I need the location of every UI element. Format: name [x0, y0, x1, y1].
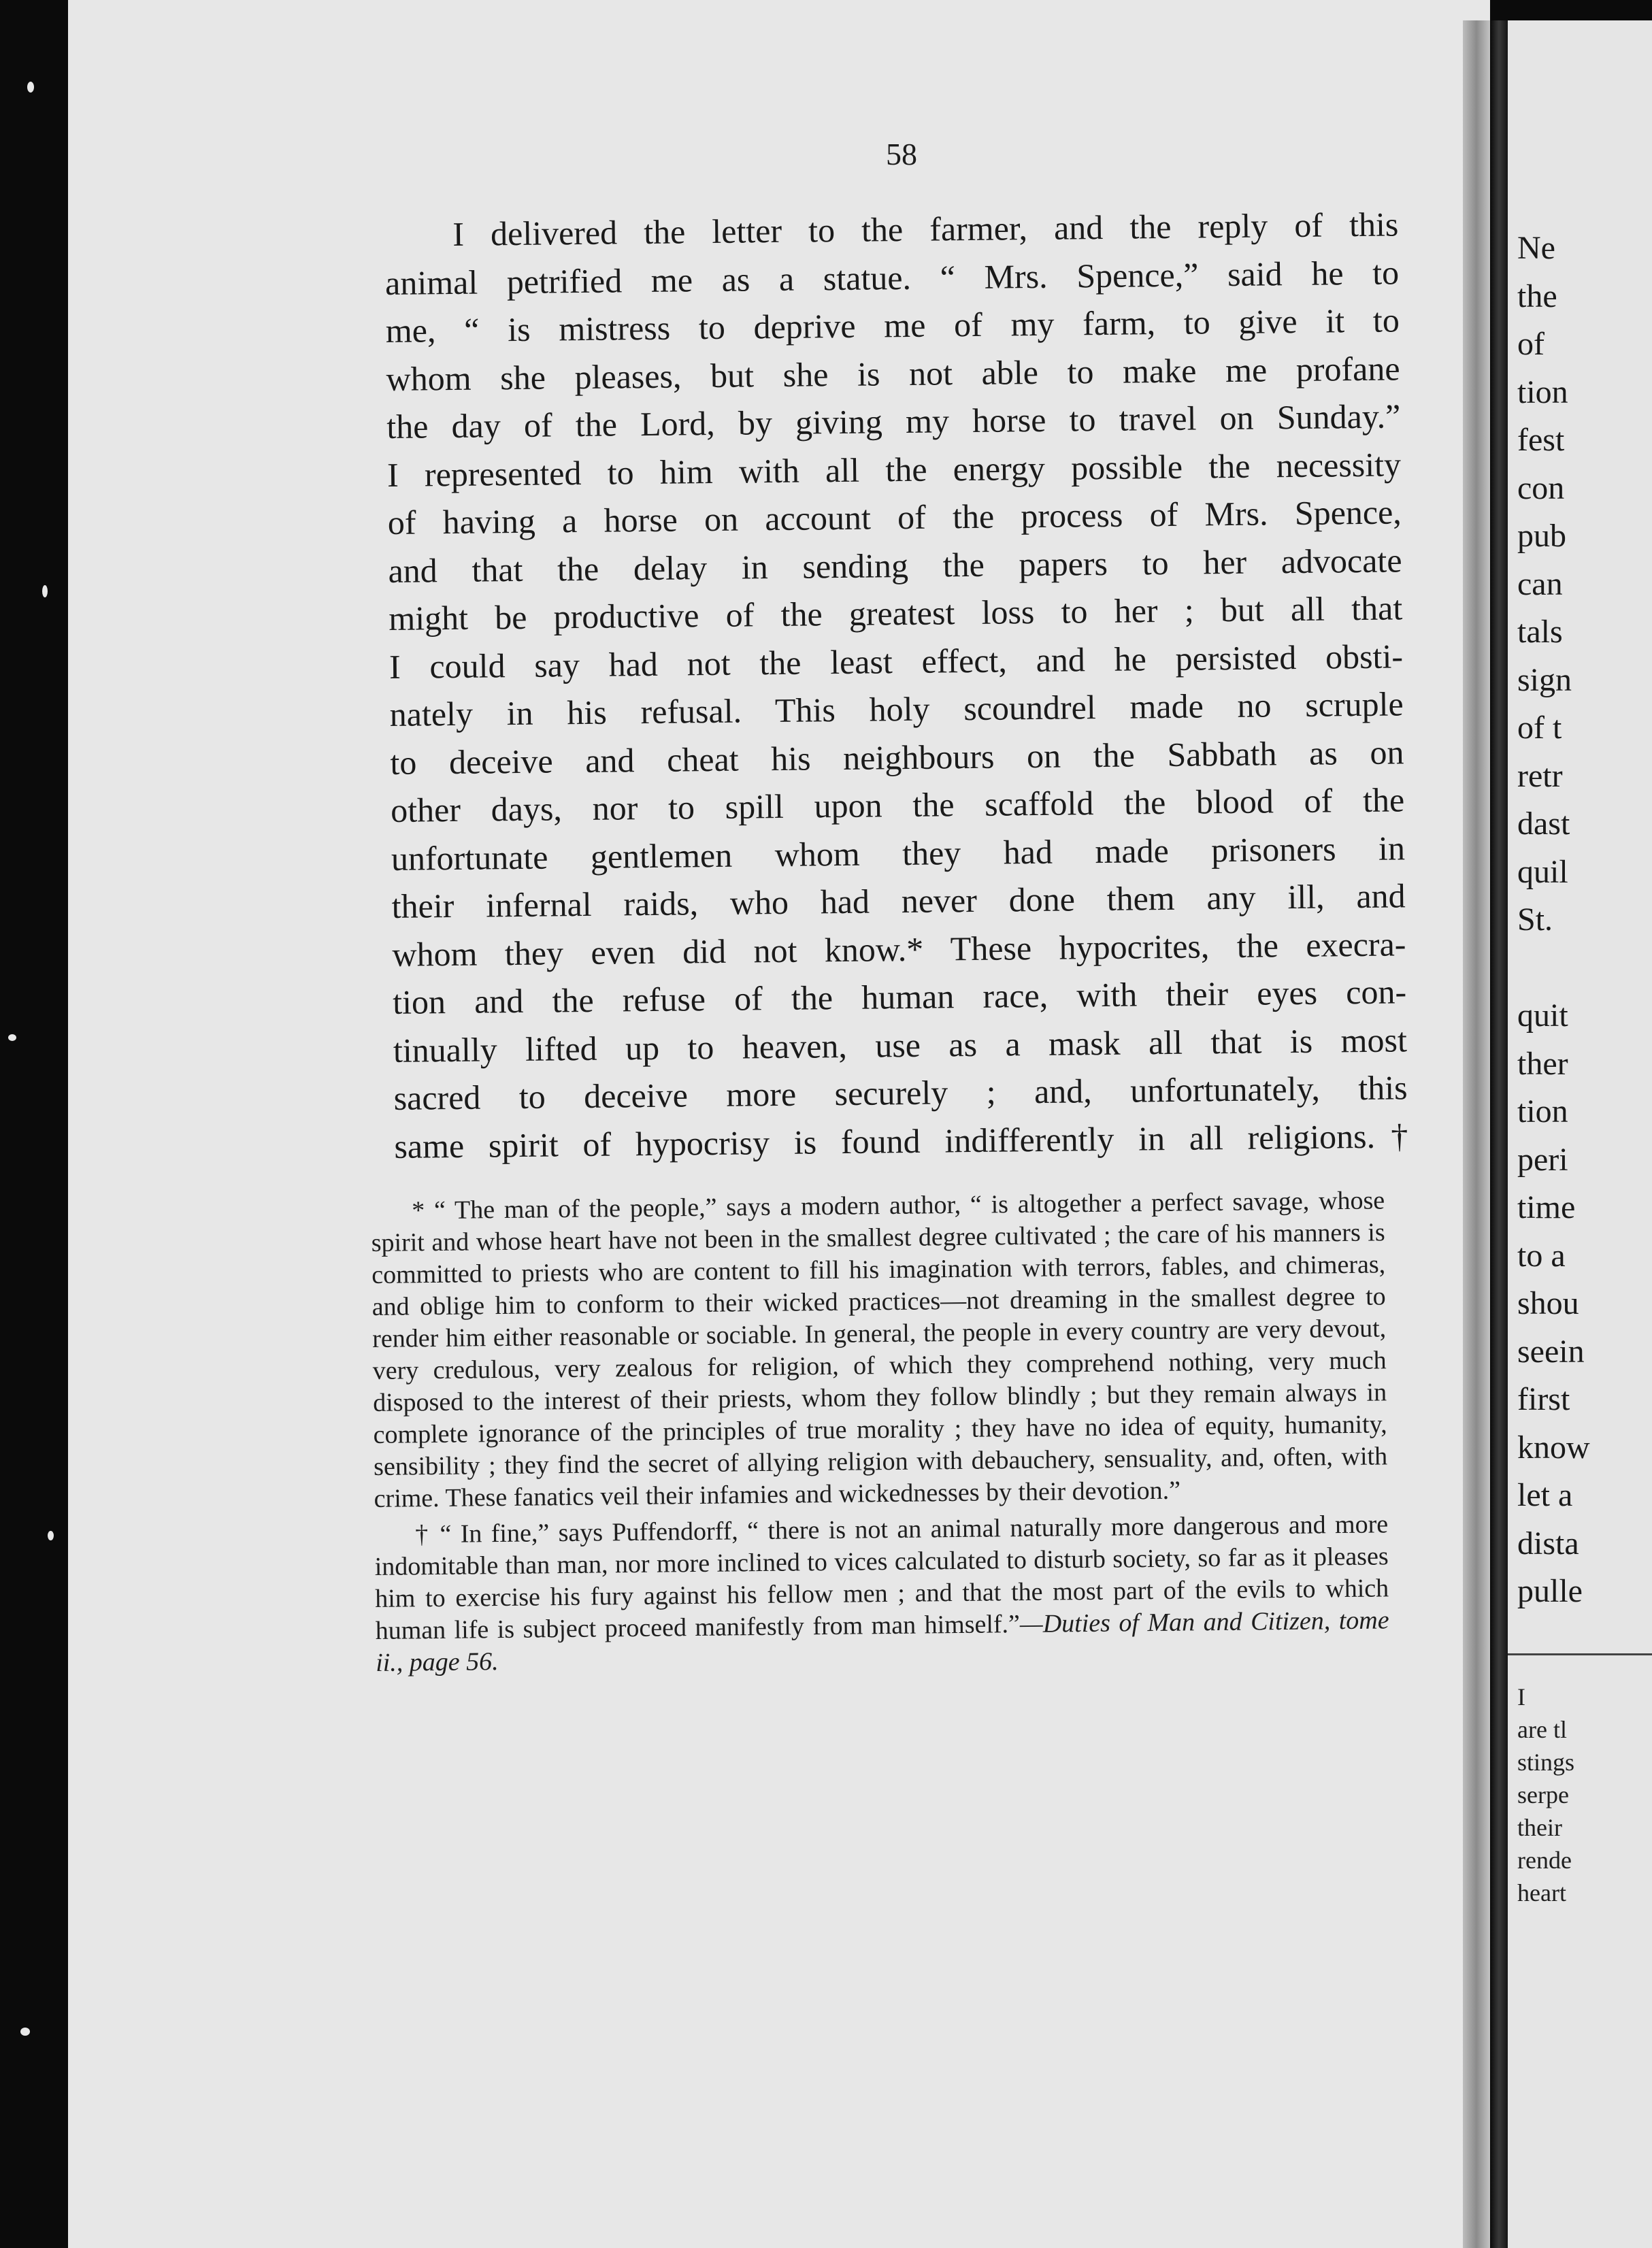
footnote-citation: —Duties of Man and Citizen, tome ii., page 56.	[375, 1606, 1389, 1677]
right-text-line: tion	[1517, 374, 1568, 410]
text-line: to deceive and cheat his neighbours on the Sabbath as on	[390, 732, 1404, 782]
footnote-asterisk: * “ The man of the people,” says a modern author, “ is altogether a perfect savage, whose spirit and whose heart have not been in the smallest degree cultivated ; the care of his manners is committed to priests who are content to fill his imagination with terrors, fables, and chimeras, and oblige him to conform to their wicked practices—not dreaming in the smallest degree to render him either reasonable or sociable. In general, the people in every country are very devout, very credulous, very zealous for religion, of which they comprehend nothing, very much disposed to the interest of their priests, whom they follow blindly ; but they remain always in complete ignorance of the principles of true morality ; they have no idea of equity, humanity, sensibility ; they find the secret of allying religion with debauchery, sensuality, and, often, with crime. These fanatics veil their infamies and wickednesses by their devotion.”	[371, 1186, 1388, 1513]
right-text-line: quit	[1517, 997, 1568, 1034]
text-line: me, “ is mistress to deprive me of my farm, to give it to	[385, 301, 1400, 350]
text-line: unfortunate gentlemen whom they had made prisoners in	[391, 828, 1406, 878]
right-text-line	[1517, 944, 1590, 993]
right-text-line: Ne	[1517, 230, 1555, 266]
dust-speck	[27, 82, 34, 93]
right-footnote-line: I	[1517, 1683, 1525, 1710]
right-text-line: dast	[1517, 806, 1570, 842]
right-text-line: pub	[1517, 518, 1566, 554]
text-line: I delivered the letter to the farmer, and the reply of this	[452, 205, 1399, 253]
right-text-line: first	[1517, 1381, 1570, 1417]
text-line: I represented to him with all the energy possible the necessity	[386, 444, 1402, 494]
dust-speck	[20, 2028, 30, 2036]
right-text-line: of t	[1517, 710, 1562, 746]
text-line: tion and the refuse of the human race, with their eyes con-	[392, 972, 1407, 1021]
text-line: might be productive of the greatest loss to her ; but all that	[388, 589, 1403, 638]
right-text-line: pulle	[1517, 1573, 1583, 1609]
text-line: whom she pleases, but she is not able to make me profane	[386, 348, 1400, 398]
text-line: nately in his refusal. This holy scoundrel made no scruple	[389, 684, 1404, 733]
right-footnote-line: heart	[1517, 1879, 1566, 1906]
right-page-fragment	[1508, 20, 1652, 2248]
text-line: I could say had not the least effect, and he persisted obsti-	[389, 636, 1404, 686]
text-line: tinually lifted up to heaven, use as a mask all that is most	[393, 1020, 1408, 1070]
right-footnote-line: are tl	[1517, 1716, 1567, 1743]
text-line: their infernal raids, who had never done them any ill, and	[391, 876, 1406, 925]
right-text-line: shou	[1517, 1285, 1579, 1321]
text-line: other days, nor to spill upon the scaffold the blood of the	[390, 780, 1405, 829]
right-text-line: con	[1517, 469, 1565, 506]
right-text-line: dista	[1517, 1525, 1579, 1561]
text-line: and that the delay in sending the papers to her advocate	[388, 540, 1402, 590]
right-text-line: ther	[1517, 1045, 1568, 1082]
right-footnote-line: rende	[1517, 1847, 1572, 1874]
right-text-line: peri	[1517, 1141, 1568, 1178]
right-text-line: let a	[1517, 1477, 1573, 1513]
right-text-line: can	[1517, 565, 1563, 602]
right-text-line: know	[1517, 1429, 1590, 1466]
right-text-line: time	[1517, 1189, 1576, 1225]
text-line: whom they even did not know.* These hypocrites, the execra-	[392, 924, 1406, 974]
footnote-dagger-text: † “ In fine,” says Puffendorff, “ there is not an animal naturally more dangerous and more indomitable than man, nor more inclined to vices calculated to disturb society, so far as it pleases him to exercise his fury against his fellow men ; and that the most part of the evils to which human life is subject proceed manifestly from man himself.”	[374, 1510, 1389, 1645]
main-paragraph	[384, 200, 1408, 1170]
right-text-line: fest	[1517, 422, 1565, 458]
right-text-line: St.	[1517, 902, 1553, 938]
dust-speck	[48, 1531, 54, 1540]
right-text-line: tals	[1517, 614, 1563, 650]
right-text-line: the	[1517, 278, 1557, 314]
right-text-line: tion	[1517, 1093, 1568, 1129]
text-line: the day of the Lord, by giving my horse to travel on Sunday.”	[386, 397, 1401, 446]
right-footnote-line: their	[1517, 1814, 1562, 1841]
dust-speck	[42, 585, 48, 597]
dust-speck	[8, 1034, 16, 1041]
text-line: animal petrified me as a statue. “ Mrs. Spence,” said he to	[384, 252, 1400, 302]
text-line: sacred to deceive more securely ; and, unfortunately, this	[393, 1068, 1408, 1117]
book-spine	[1490, 20, 1508, 2248]
footnote-divider	[1508, 1653, 1652, 1655]
footnote-dagger	[374, 1508, 1389, 1679]
right-text-line: of	[1517, 326, 1544, 362]
right-footnote-line: stings	[1517, 1749, 1575, 1776]
right-page-text	[1517, 225, 1590, 1616]
page-number: 58	[886, 137, 917, 171]
right-text-line: seein	[1517, 1333, 1585, 1370]
page-edge	[1463, 20, 1490, 2248]
right-page-footnote	[1517, 1681, 1574, 1909]
right-text-line: to a	[1517, 1237, 1566, 1274]
right-footnote-line: serpe	[1517, 1781, 1569, 1808]
right-text-line: sign	[1517, 661, 1572, 698]
text-line: same spirit of hypocrisy is found indifferently in all religions.†	[394, 1116, 1408, 1166]
text-line: of having a horse on account of the process of Mrs. Spence,	[387, 493, 1402, 542]
footnotes	[371, 1185, 1389, 1683]
right-text-line: retr	[1517, 757, 1563, 794]
right-text-line: quil	[1517, 853, 1568, 890]
